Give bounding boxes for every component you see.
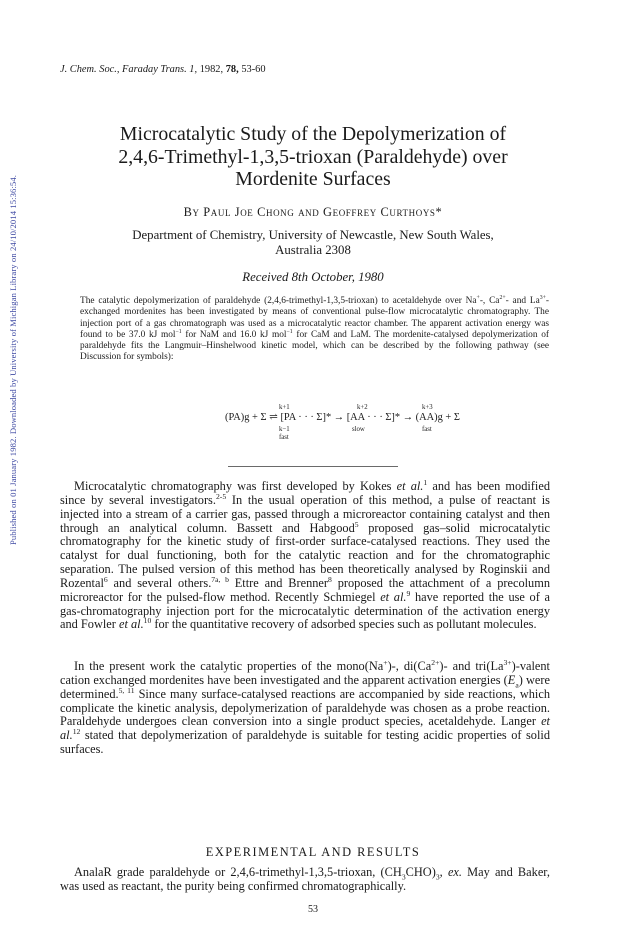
reaction-scheme <box>225 404 460 446</box>
body-paragraph <box>60 477 550 632</box>
paragraph-text: CHO) <box>405 865 436 879</box>
charge-superscript: 3+ <box>503 657 512 667</box>
rate-constant-label: k−1 <box>279 426 290 433</box>
paragraph-text: , <box>439 865 448 879</box>
journal-year: 1982, <box>199 64 224 75</box>
paragraph-text: and several others. <box>107 575 212 590</box>
rate-constant-label: k+2 <box>357 404 368 411</box>
affiliation <box>60 228 566 258</box>
paragraph-text: ) were determined. <box>60 672 550 701</box>
reference-marker: 1 <box>423 477 428 487</box>
subscript: 3 <box>435 872 440 882</box>
reference-marker: 5 <box>354 519 359 529</box>
page-number: 53 <box>308 904 318 915</box>
rate-constant-label: k+3 <box>422 404 433 411</box>
reference-marker: 6 <box>103 574 108 584</box>
download-stamp: Published on 01 January 1982. Downloaded by University of Michigan Library on 24/10/2014 15:36:54. <box>8 175 18 545</box>
subscript: a <box>515 680 519 690</box>
activation-energy-symbol: E <box>507 672 516 687</box>
charge-superscript: 2+ <box>499 294 506 301</box>
ex-abbreviation: ex. <box>447 865 462 879</box>
paragraph-text: )-, di(Ca <box>387 659 432 673</box>
journal-pages: 53-60 <box>241 64 266 75</box>
abstract-text: - and La <box>505 296 540 306</box>
section-heading: EXPERIMENTAL AND RESULTS <box>205 845 421 859</box>
paragraph-text: AnalaR grade paraldehyde or 2,4,6-trimethyl-1,3,5-trioxan, (CH <box>74 865 402 879</box>
reaction-equation: (PA)g + Σ ⇌ [PA · · · Σ]* → [AA · · · Σ]* → (AA)g + Σ <box>225 412 460 423</box>
unit-superscript: −1 <box>286 328 293 335</box>
paragraph-text: In the usual operation of this method, a pulse of reactant is injected into a stream of a carrier gas, passed through a microreactor containing catalyst and then through an analytical column. Bassett and Habgood <box>60 492 550 535</box>
paragraph-text: In the present work the catalytic properties of the mono(Na <box>74 659 384 673</box>
paragraph-text: stated that depolymerization of paraldehyde is suitable for testing acidic properties of solid surfaces. <box>60 728 550 757</box>
title-line: 2,4,6-Trimethyl-1,3,5-trioxan (Paraldehyde) over <box>118 145 508 168</box>
reference-marker: 10 <box>143 616 152 626</box>
step-speed-label: slow <box>352 426 365 433</box>
paragraph-text: )- and tri(La <box>439 659 504 673</box>
paragraph-text: Since many surface-catalysed reactions are accompanied by side reactions, which complicate the kinetic analysis, depolymerization of paraldehyde was chosen as a probe reaction. Paraldehyde undergoes clean conversion into a single product species, acetaldehyde. Langer <box>60 686 551 729</box>
charge-superscript: 2+ <box>431 657 440 667</box>
affiliation-line: Australia 2308 <box>275 242 351 257</box>
abstract <box>80 296 549 364</box>
abstract-text: -, Ca <box>479 296 500 306</box>
paragraph-text: proposed gas–solid microcatalytic chromatography for the kinetic study of first-order surface-catalysed reactions. They used the catalyst for dual functioning, both for the catalytic reaction and for the chromatographic separation. The pulsed version of this method has been theoretically analysed by Roginskii and Rozental <box>60 520 550 590</box>
paragraph-text: have reported the use of a gas-chromatography injection port for the microcatalytic determination of the activation energy and Fowler <box>60 589 550 632</box>
reference-marker: 12 <box>72 727 81 737</box>
title-line: Microcatalytic Study of the Depolymerization of <box>119 123 507 145</box>
journal-name: J. Chem. Soc., Faraday Trans. 1, <box>60 64 198 75</box>
reference-marker: 5, 11 <box>118 685 135 695</box>
paragraph-text: Microcatalytic chromatography was first developed by Kokes <box>74 479 397 493</box>
charge-superscript: 3+ <box>539 294 546 301</box>
authors: By Paul Joe Chong and Geoffrey Curthoys* <box>183 205 443 219</box>
et-al: et al. <box>380 589 407 604</box>
abstract-text: for NaM and 16.0 kJ mol <box>181 329 287 340</box>
paragraph-text: May and Baker, was used as reactant, the purity being confirmed chromatographically. <box>60 865 551 893</box>
paragraph-text: )-valent cation exchanged mordenites have been investigated and the apparent activation energies ( <box>60 659 550 687</box>
reference-marker: 8 <box>328 574 332 584</box>
subscript: 3 <box>401 872 406 882</box>
rate-constant-label: k+1 <box>279 404 290 411</box>
paragraph-text: and has been modified since by several investigators. <box>60 479 550 507</box>
paragraph-text: Ettre and Brenner <box>228 575 329 590</box>
et-al: et al. <box>118 617 144 632</box>
step-speed-label: fast <box>279 434 289 441</box>
charge-superscript: + <box>476 294 480 301</box>
journal-volume: 78, <box>225 64 239 75</box>
reference-marker: 7a, b <box>211 574 229 584</box>
body-paragraph <box>60 657 551 757</box>
step-speed-label: fast <box>422 426 432 433</box>
separator-rule <box>228 466 398 467</box>
et-al: et al. <box>396 479 424 493</box>
paragraph-text: for the quantitative recovery of adsorbed species such as pollutant molecules. <box>151 617 537 632</box>
abstract-text: The catalytic depolymerization of paraldehyde (2,4,6-trimethyl-1,3,5-trioxan) to acetaldehyde over Na <box>80 296 477 306</box>
abstract-text: for CaM and LaM. The mordenite-catalysed depolymerization of paraldehyde fits the Langmuir–Hinshelwood kinetic model, which can be described by the following pathway (see Discussion for symbols): <box>80 329 549 363</box>
title-line: Mordenite Surfaces <box>235 168 391 190</box>
journal-citation <box>60 64 266 75</box>
paragraph-text: proposed the attachment of a precolumn microreactor for the pulsed-flow method. Recently Schmiegel <box>60 575 550 604</box>
reference-marker: 9 <box>406 588 411 598</box>
charge-superscript: + <box>383 657 388 667</box>
reference-marker: 2-5 <box>215 491 227 501</box>
affiliation-line: Department of Chemistry, University of Newcastle, New South Wales, <box>132 228 494 242</box>
article-title <box>60 123 566 191</box>
et-al: et al. <box>60 714 550 743</box>
abstract-text: -exchanged mordenites has been investigated by means of conventional pulse-flow microcatalytic chromatography. The injection port of a gas chromatograph was used as a microcatalytic reactor chamber. The apparent activation energy was found to be 37.0 kJ mol <box>80 296 549 340</box>
unit-superscript: −1 <box>175 328 182 335</box>
body-paragraph <box>60 866 550 894</box>
received-date: Received 8th October, 1980 <box>242 270 384 284</box>
